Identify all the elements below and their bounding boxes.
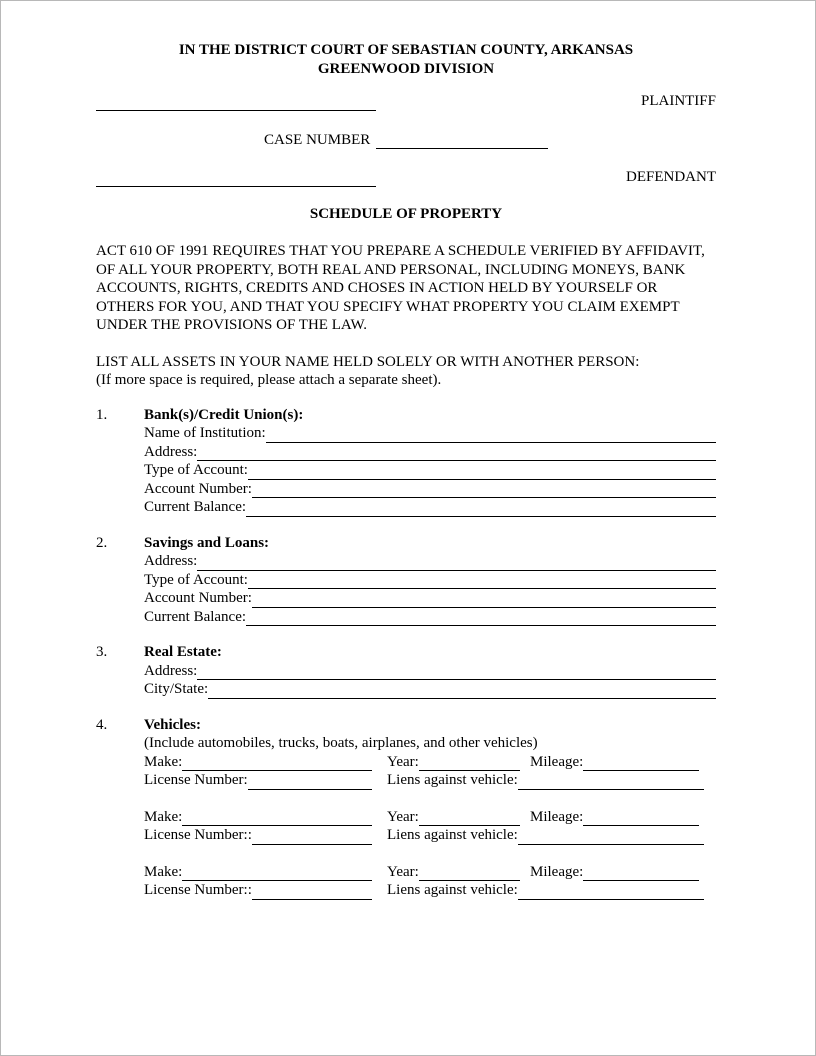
- field-row: [144, 680, 716, 699]
- field-row: [144, 498, 716, 517]
- field-label: Current Balance:: [144, 608, 247, 625]
- section-real-estate: [96, 643, 716, 699]
- vehicle3-mileage-line[interactable]: [583, 863, 699, 882]
- field-row: [144, 589, 716, 608]
- field-row: [144, 662, 716, 681]
- savings-account-type-line[interactable]: [248, 571, 716, 590]
- vehicle3-year-line[interactable]: [419, 863, 520, 882]
- section-number: 4.: [96, 716, 108, 733]
- field-label: City/State:: [144, 681, 209, 697]
- vehicle2-make-line[interactable]: [182, 808, 372, 827]
- section-title: Bank(s)/Credit Union(s):: [144, 406, 304, 423]
- field-row: [144, 424, 716, 443]
- field-label: Year:: [387, 753, 419, 770]
- document-title: SCHEDULE OF PROPERTY: [309, 205, 503, 222]
- defendant-row: [96, 168, 716, 187]
- bank-address-line[interactable]: [197, 443, 716, 462]
- plaintiff-name-line[interactable]: [96, 93, 376, 111]
- bank-balance-line[interactable]: [246, 498, 716, 517]
- field-label: Make:: [144, 863, 183, 880]
- field-row: [144, 552, 716, 571]
- section-number: 3.: [96, 644, 108, 660]
- field-label: Make:: [144, 753, 183, 770]
- field-row: [144, 443, 716, 462]
- field-label: Current Balance:: [144, 499, 247, 515]
- field-label: Year:: [387, 863, 419, 880]
- vehicle1-year-line[interactable]: [419, 753, 520, 772]
- realestate-citystate-line[interactable]: [208, 680, 716, 699]
- field-label: Liens against vehicle:: [387, 772, 518, 788]
- section-savings: [96, 534, 716, 627]
- section-title: Vehicles:: [144, 716, 201, 733]
- case-number-row: [264, 131, 716, 150]
- vehicle-entry-2: [144, 808, 716, 845]
- plaintiff-row: [96, 92, 716, 111]
- bank-account-number-line[interactable]: [252, 480, 716, 499]
- field-label: Address:: [144, 662, 198, 679]
- field-label: Mileage:: [530, 753, 584, 770]
- section-title: Savings and Loans:: [144, 534, 270, 551]
- vehicles-note: (Include automobiles, trucks, boats, airplanes, and other vehicles): [144, 735, 538, 751]
- vehicle3-license-line[interactable]: [252, 881, 372, 900]
- case-number-line[interactable]: [376, 131, 548, 150]
- court-name-line2: GREENWOOD DIVISION: [317, 60, 495, 77]
- field-label: License Number::: [144, 827, 252, 843]
- field-label: Liens against vehicle:: [387, 882, 518, 898]
- field-label: Year:: [387, 808, 419, 825]
- section-number: 1.: [96, 406, 108, 423]
- vehicle2-year-line[interactable]: [419, 808, 520, 827]
- case-number-label: CASE NUMBER: [264, 131, 371, 148]
- list-instruction: LIST ALL ASSETS IN YOUR NAME HELD SOLELY OR WITH ANOTHER PERSON:: [96, 353, 640, 370]
- vehicle2-mileage-line[interactable]: [583, 808, 699, 827]
- vehicle1-make-line[interactable]: [182, 753, 372, 772]
- field-label: Address:: [144, 553, 198, 569]
- section-title: Real Estate:: [144, 644, 222, 660]
- bank-account-type-line[interactable]: [248, 461, 716, 480]
- vehicle3-liens-line[interactable]: [518, 881, 704, 900]
- field-label: Account Number:: [144, 480, 252, 497]
- attach-sheet-note: (If more space is required, please attach a separate sheet).: [96, 372, 442, 388]
- savings-account-number-line[interactable]: [252, 589, 716, 608]
- field-row: [144, 571, 716, 590]
- field-label: License Number:: [144, 772, 248, 788]
- field-label: Type of Account:: [144, 462, 248, 478]
- vehicle1-license-line[interactable]: [248, 771, 372, 790]
- field-row: [144, 461, 716, 480]
- vehicle1-mileage-line[interactable]: [583, 753, 699, 772]
- field-label: Type of Account:: [144, 571, 248, 588]
- field-label: Name of Institution:: [144, 425, 266, 441]
- vehicle-entry-1: [144, 753, 716, 790]
- section-vehicles: [96, 716, 716, 900]
- vehicle2-license-line[interactable]: [252, 826, 372, 845]
- field-label: Account Number:: [144, 590, 252, 606]
- field-label: Mileage:: [530, 808, 584, 825]
- field-row: [144, 608, 716, 627]
- court-name-line1: IN THE DISTRICT COURT OF SEBASTIAN COUNTY, ARKANSAS: [178, 42, 634, 58]
- defendant-label: DEFENDANT: [626, 169, 716, 185]
- field-label: Address:: [144, 443, 198, 460]
- bank-institution-line[interactable]: [266, 424, 716, 443]
- section-number: 2.: [96, 534, 108, 551]
- defendant-name-line[interactable]: [96, 169, 376, 187]
- section-banks: [96, 406, 716, 517]
- field-row: [144, 480, 716, 499]
- field-label: Liens against vehicle:: [387, 827, 518, 843]
- act-paragraph: ACT 610 OF 1991 REQUIRES THAT YOU PREPARE A SCHEDULE VERIFIED BY AFFIDAVIT, OF ALL YOUR PROPERTY, BOTH REAL AND PERSONAL, INCLUDING MONEYS, BANK ACCOUNTS, RIGHTS, CREDITS AND CHOSES IN ACTION HELD BY YOURSELF OR OTHERS FOR YOU, AND THAT YOU SPECIFY WHAT PROPERTY YOU CLAIM EXEMPT UNDER THE PROVISIONS OF THE LAW.: [96, 243, 705, 333]
- plaintiff-label: PLAINTIFF: [640, 93, 716, 109]
- savings-address-line[interactable]: [197, 552, 716, 571]
- field-label: Make:: [144, 808, 183, 825]
- vehicle1-liens-line[interactable]: [518, 771, 704, 790]
- vehicle2-liens-line[interactable]: [518, 826, 704, 845]
- vehicle-entry-3: [144, 863, 716, 900]
- savings-balance-line[interactable]: [246, 608, 716, 627]
- field-label: License Number::: [144, 882, 252, 898]
- vehicle3-make-line[interactable]: [182, 863, 372, 882]
- field-label: Mileage:: [530, 863, 584, 880]
- realestate-address-line[interactable]: [197, 662, 716, 681]
